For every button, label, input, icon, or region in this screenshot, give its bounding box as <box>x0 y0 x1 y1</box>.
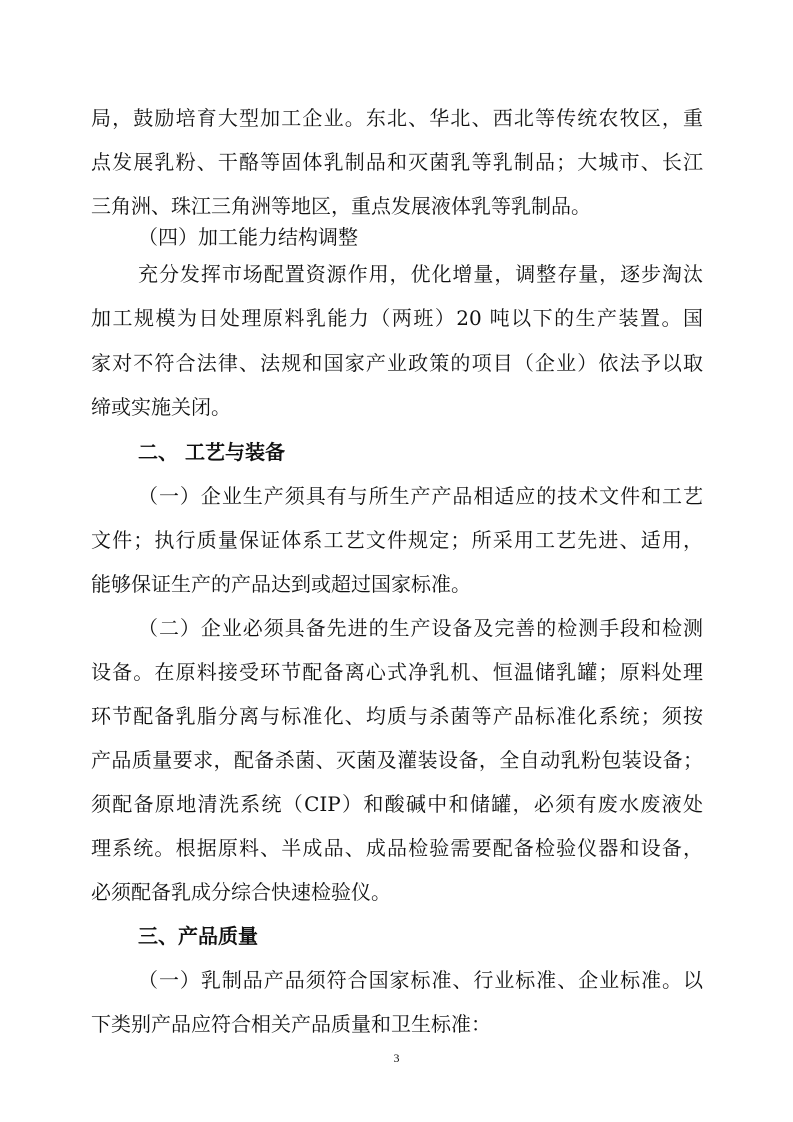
paragraph-line: 家对不符合法律、法规和国家产业政策的项目（企业）依法予以取 <box>91 351 703 375</box>
paragraph-line: 须配备原地清洗系统（CIP）和酸碱中和储罐，必须有废水废液处 <box>91 792 703 816</box>
paragraph-line: 充分发挥市场配置资源作用，优化增量，调整存量，逐步淘汰 <box>138 262 703 286</box>
paragraph-line: （一）乳制品产品须符合国家标准、行业标准、企业标准。以 <box>138 968 703 992</box>
paragraph-line: 环节配备乳脂分离与标准化、均质与杀菌等产品标准化系统；须按 <box>91 704 703 728</box>
paragraph-line: 能够保证生产的产品达到或超过国家标准。 <box>91 572 471 596</box>
page-number: 3 <box>393 1051 400 1065</box>
subsection-heading: （四）加工能力结构调整 <box>138 225 358 249</box>
paragraph-line: 点发展乳粉、干酪等固体乳制品和灭菌乳等乳制品；大城市、长江 <box>91 150 703 174</box>
paragraph-line: （二）企业必须具备先进的生产设备及完善的检测手段和检测 <box>138 616 703 640</box>
section-heading: 三、产品质量 <box>138 924 258 948</box>
paragraph-line: （一）企业生产须具有与所生产产品相适应的技术文件和工艺 <box>138 484 703 508</box>
paragraph-line: 设备。在原料接受环节配备离心式净乳机、恒温储乳罐；原料处理 <box>91 660 703 684</box>
paragraph-line: 缔或实施关闭。 <box>91 395 231 419</box>
paragraph-line: 必须配备乳成分综合快速检验仪。 <box>91 880 391 904</box>
paragraph-line: 三角洲、珠江三角洲等地区，重点发展液体乳等乳制品。 <box>91 194 591 218</box>
paragraph-line: 文件；执行质量保证体系工艺文件规定；所采用工艺先进、适用， <box>91 528 703 552</box>
paragraph-line: 产品质量要求，配备杀菌、灭菌及灌装设备，全自动乳粉包装设备； <box>91 748 703 772</box>
paragraph-line: 加工规模为日处理原料乳能力（两班）20 吨以下的生产装置。国 <box>91 306 703 330</box>
section-heading: 二、 工艺与装备 <box>138 440 285 464</box>
paragraph-line: 理系统。根据原料、半成品、成品检验需要配备检验仪器和设备， <box>91 836 703 860</box>
paragraph-line: 局，鼓励培育大型加工企业。东北、华北、西北等传统农牧区，重 <box>91 106 703 130</box>
paragraph-line: 下类别产品应符合相关产品质量和卫生标准： <box>91 1012 491 1036</box>
